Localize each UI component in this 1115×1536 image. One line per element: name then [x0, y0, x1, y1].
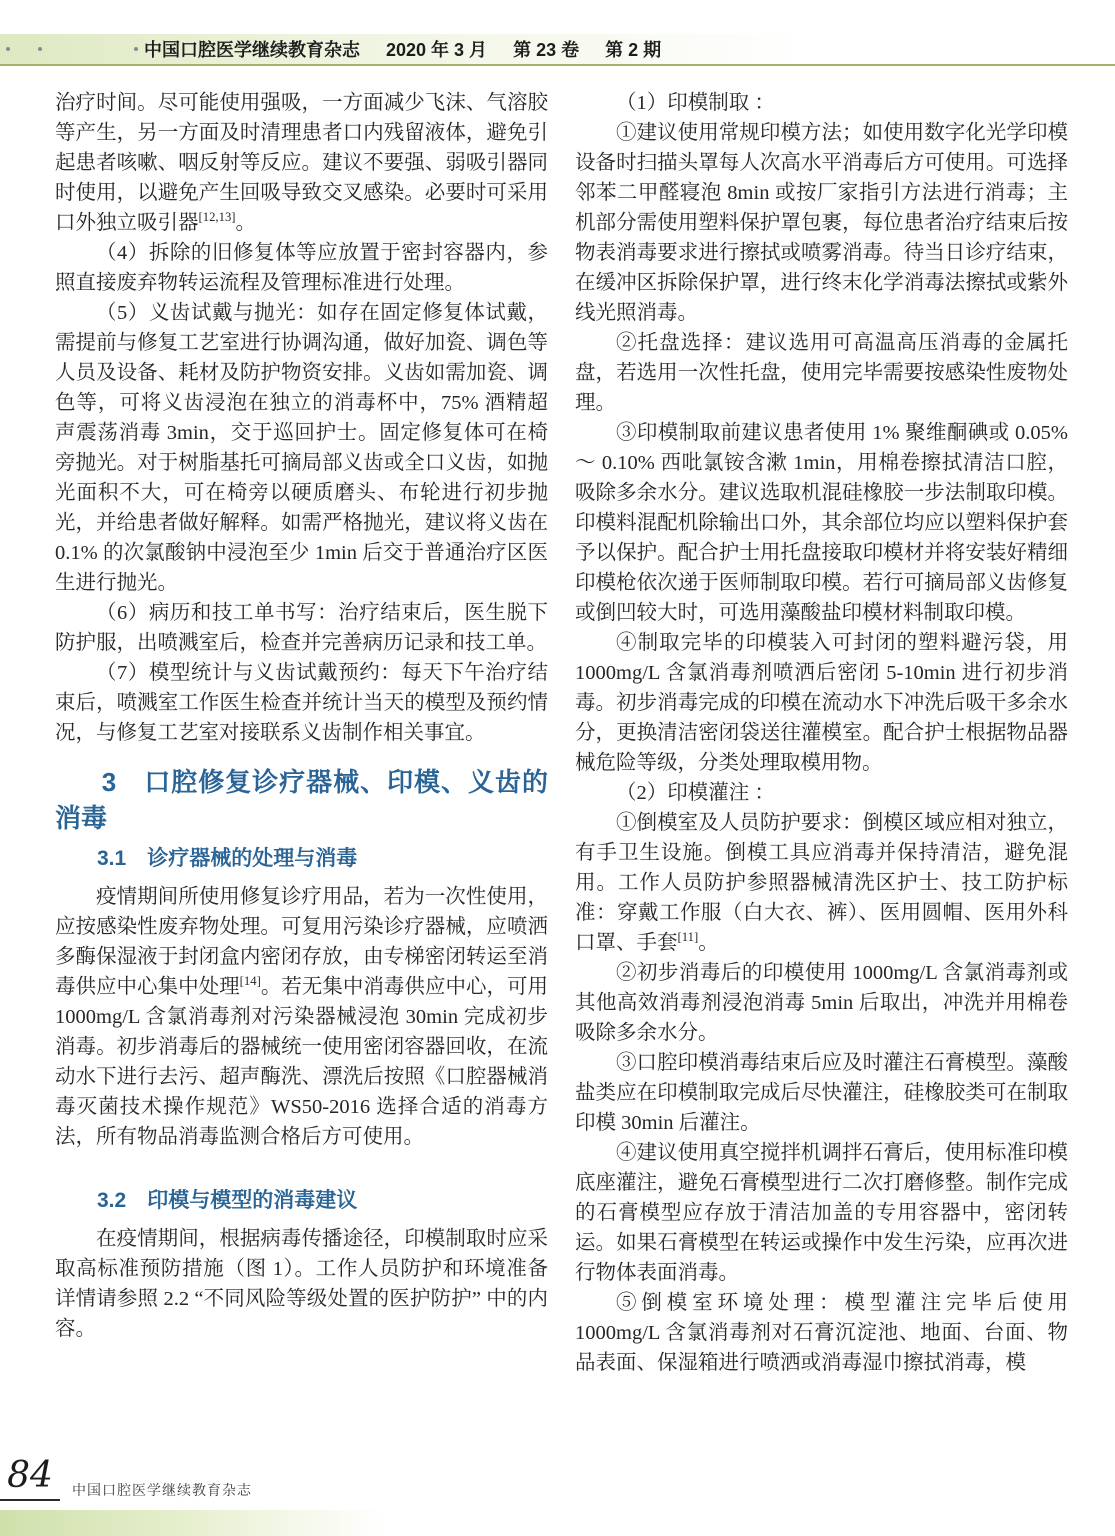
text-run: 3.1 诊疗器械的处理与消毒 [97, 847, 358, 870]
text-run: ②初步消毒后的印模使用 1000mg/L 含氯消毒剂或其他高效消毒剂浸泡消毒 5min 后取出，冲洗并用棉卷吸除多余水分。 [575, 962, 1068, 1044]
text-run: 。若无集中消毒供应中心，可用 1000mg/L 含氯消毒剂对污染器械浸泡 30min 完成初步消毒。初步消毒后的器械统一使用密闭容器回收，在流动水下进行去污、超声酶洗、漂洗后按照《口腔器械消毒灭菌技术操作规范》WS50-2016 选择合适的消毒方法，所有物品消毒监测合格后方可使用。 [55, 976, 549, 1148]
page-header [0, 34, 1115, 66]
text-run: ①倒模室及人员防护要求：倒模区域应相对独立，有手卫生设施。倒模工具应消毒并保持清洁，避免混用。工作人员防护参照器械清洗区护士、技工防护标准：穿戴工作服（白大衣、裤）、医用圆帽、医用外科口罩、手套 [575, 812, 1068, 954]
subsection-heading [55, 844, 548, 874]
citation-reference: [14] [239, 974, 261, 989]
page-number: 84 [7, 1455, 53, 1496]
body-paragraph [55, 658, 548, 748]
right-column [575, 88, 1068, 1378]
text-run: 。 [235, 212, 257, 234]
body-paragraph [55, 882, 548, 1152]
body-paragraph [55, 88, 548, 238]
text-run: （4）拆除的旧修复体等应放置于密封容器内，参照直接废弃物转运流程及管理标准进行处理。 [55, 242, 548, 294]
footer-green-bar [0, 1510, 480, 1536]
text-run: （7）模型统计与义齿试戴预约：每天下午治疗结束后，喷溅室工作医生检查并统计当天的模型及预约情况，与修复工艺室对接联系义齿制作相关事宜。 [55, 662, 548, 744]
text-run: ④制取完毕的印模装入可封闭的塑料避污袋，用 1000mg/L 含氯消毒剂喷洒后密闭 5-10min 进行初步消毒。初步消毒完成的印模在流动水下冲洗后吸干多余水分，更换清洁密闭袋送往灌模室。配合护士根据物品器械危险等级，分类处理取模用物。 [575, 632, 1068, 774]
footer-journal-name: 中国口腔医学继续教育杂志 [72, 1482, 252, 1498]
header-dot-icon [6, 47, 10, 51]
citation-reference: [12,13] [198, 210, 236, 225]
text-run: 在疫情期间，根据病毒传播途径，印模制取时应采取高标准预防措施（图 1）。工作人员防护和环境准备详情请参照 2.2 “不同风险等级处置的医护防护” 中的内容。 [55, 1228, 548, 1340]
text-run: 疫情期间所使用修复诊疗用品，若为一次性使用，应按感染性废弃物处理。可复用污染诊疗器械，应喷洒多酶保湿液于封闭盒内密闭存放，由专梯密闭转运至消毒供应中心集中处理 [55, 886, 548, 998]
issue-date: 2020 年 3 月 [386, 40, 488, 60]
body-paragraph [575, 88, 1068, 118]
text-run: 3.2 印模与模型的消毒建议 [97, 1189, 358, 1212]
subsection-heading [55, 1186, 548, 1216]
section-heading [55, 764, 548, 836]
body-paragraph [575, 418, 1068, 628]
journal-title: 中国口腔医学继续教育杂志 [144, 40, 360, 60]
body-paragraph [575, 1138, 1068, 1288]
body-paragraph [55, 1224, 548, 1344]
body-paragraph [575, 628, 1068, 778]
text-run: ②托盘选择：建议选用可高温高压消毒的金属托盘，若选用一次性托盘，使用完毕需要按感染性废物处理。 [575, 332, 1068, 414]
text-run: ③印模制取前建议患者使用 1% 聚维酮碘或 0.05% ～ 0.10% 西吡氯铵含漱 1min，用棉卷擦拭清洁口腔，吸除多余水分。建议选取机混硅橡胶一步法制取印模。印模料混配机除输出口外，其余部位均应以塑料保护套予以保护。配合护士用托盘接取印模材并将安装好精细印模枪依次递于医师制取印模。若行可摘局部义齿修复或倒凹较大时，可选用藻酸盐印模材料制取印模。 [575, 422, 1068, 624]
text-run: ⑤倒模室环境处理：模型灌注完毕后使用 1000mg/L 含氯消毒剂对石膏沉淀池、地面、台面、物品表面、保湿箱进行喷洒或消毒湿巾擦拭消毒，模 [575, 1292, 1068, 1374]
body-paragraph [575, 1048, 1068, 1138]
body-paragraph [575, 328, 1068, 418]
body-paragraph [55, 238, 548, 298]
header-dot-icon [134, 47, 138, 51]
text-run: 3 口腔修复诊疗器械、印模、义齿的消毒 [55, 767, 548, 833]
text-run: （6）病历和技工单书写：治疗结束后，医生脱下防护服，出喷溅室后，检查并完善病历记录和技工单。 [55, 602, 548, 654]
page-number-block [0, 1455, 60, 1501]
body-paragraph [55, 598, 548, 658]
text-run: 治疗时间。尽可能使用强吸，一方面减少飞沫、气溶胶等产生，另一方面及时清理患者口内残留液体，避免引起患者咳嗽、咽反射等反应。建议不要强、弱吸引器同时使用，以避免产生回吸导致交叉感染。必要时可采用口外独立吸引器 [55, 92, 548, 234]
text-run: （2）印模灌注 ： [616, 782, 775, 804]
body-paragraph [575, 1288, 1068, 1378]
body-paragraph [575, 778, 1068, 808]
text-run: ①建议使用常规印模方法；如使用数字化光学印模设备时扫描头罩每人次高水平消毒后方可使用。可选择邻苯二甲醛寝泡 8min 或按厂家指引方法进行消毒；主机部分需使用塑料保护罩包裹，每位患者治疗结束后按物表消毒要求进行擦拭或喷雾消毒。待当日诊疗结束，在缓冲区拆除保护罩，进行终末化学消毒法擦拭或紫外线光照消毒。 [575, 122, 1068, 324]
article-body [55, 88, 1068, 1378]
volume-label: 第 23 卷 [513, 40, 580, 60]
running-head [144, 36, 687, 62]
text-run: （1）印模制取 ： [616, 92, 775, 114]
body-paragraph [575, 808, 1068, 958]
citation-reference: [11] [677, 930, 699, 945]
body-paragraph [55, 298, 548, 598]
text-run: （5）义齿试戴与抛光：如存在固定修复体试戴，需提前与修复工艺室进行协调沟通，做好加瓷、调色等人员及设备、耗材及防护物资安排。义齿如需加瓷、调色等，可将义齿浸泡在独立的消毒杯中，75% 酒精超声震荡消毒 3min，交于巡回护士。固定修复体可在椅旁抛光。对于树脂基托可摘局部义齿或全口义齿，如抛光面积不大，可在椅旁以硬质磨头、布轮进行初步抛光，并给患者做好解释。如需严格抛光，建议将义齿在 0.1% 的次氯酸钠中浸泡至少 1min 后交于普通治疗区医生进行抛光。 [55, 302, 548, 594]
body-paragraph [575, 958, 1068, 1048]
left-column [55, 88, 548, 1378]
issue-label: 第 2 期 [605, 40, 662, 60]
text-run: 。 [698, 932, 719, 954]
text-run: ④建议使用真空搅拌机调拌石膏后，使用标准印模底座灌注，避免石膏模型进行二次打磨修整。制作完成的石膏模型应存放于清洁加盖的专用容器中，密闭转运。如果石膏模型在转运或操作中发生污染，应再次进行物体表面消毒。 [575, 1142, 1068, 1284]
header-dot-icon [38, 47, 42, 51]
body-paragraph [575, 118, 1068, 328]
text-run: ③口腔印模消毒结束后应及时灌注石膏模型。藻酸盐类应在印模制取完成后尽快灌注，硅橡胶类可在制取印模 30min 后灌注。 [575, 1052, 1068, 1134]
